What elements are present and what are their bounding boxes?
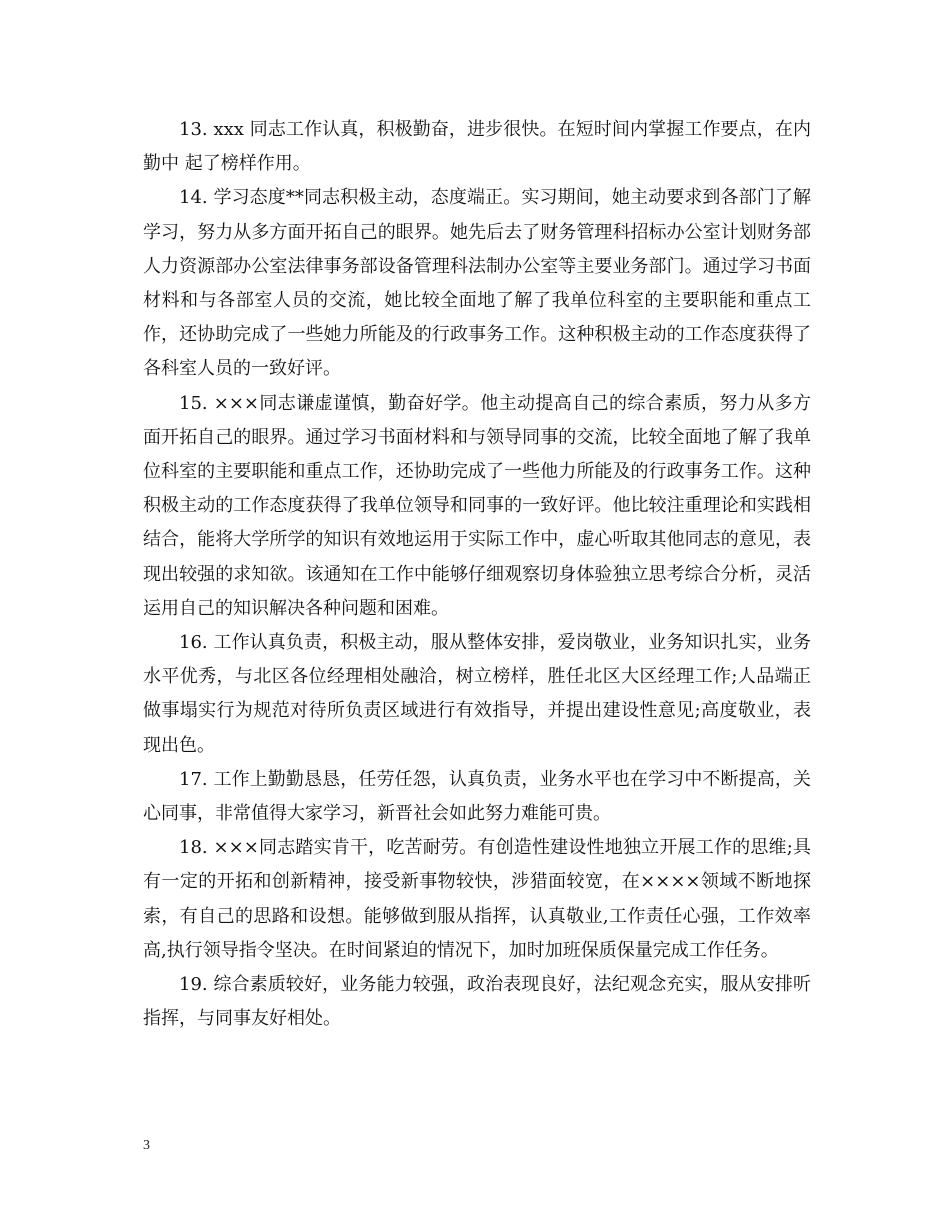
paragraph-14: 14. 学习态度**同志积极主动，态度端正。实习期间，她主动要求到各部门了解学习，努力从多方面开拓自己的眼界。她先后去了财务管理科招标办公室计划财务部人力资源部办公室法律事务部设备管理科法制办公室等主要业务部门。通过学习书面材料和与各部室人员的交流，她比较全面地了解了我单位科室的主要职能和重点工作，还协助完成了一些她力所能及的行政事务工作。这种积极主动的工作态度获得了各科室人员的一致好评。: [143, 187, 811, 380]
paragraph-13: 13. xxx 同志工作认真，积极勤奋，进步很快。在短时间内掌握工作要点，在内勤中 起了榜样作用。: [143, 119, 811, 175]
paragraph-18: 18. ×××同志踏实肯干，吃苦耐劳。有创造性建设性地独立开展工作的思维;具有一定的开拓和创新精神，接受新事物较快，涉猎面较宽，在××××领域不断地探索，有自己的思路和设想。能够做到服从指挥，认真敬业,工作责任心强，工作效率高,执行领导指令坚决。在时间紧迫的情况下，加时加班保质保量完成工作任务。: [143, 837, 811, 961]
document-body: [143, 113, 811, 1036]
page-number: 3: [143, 1138, 150, 1153]
paragraph-17: 17. 工作上勤勤恳恳，任劳任怨，认真负责，业务水平也在学习中不断提高，关心同事，非常值得大家学习，新晋社会如此努力难能可贵。: [143, 768, 811, 825]
paragraph-19: 19. 综合素质较好，业务能力较强，政治表现良好，法纪观念充实，服从安排听指挥，与同事友好相处。: [143, 974, 811, 1030]
paragraph-16: 16. 工作认真负责，积极主动，服从整体安排，爱岗敬业，业务知识扎实，业务水平优秀，与北区各位经理相处融洽，树立榜样，胜任北区大区经理工作;人品端正做事塌实行为规范对待所负责区域进行有效指导，并提出建设性意见;高度敬业，表现出色。: [143, 632, 811, 756]
paragraph-15: 15. ×××同志谦虚谨慎，勤奋好学。他主动提高自己的综合素质，努力从多方面开拓自己的眼界。通过学习书面材料和与领导同事的交流，比较全面地了解了我单位科室的主要职能和重点工作，还协助完成了一些他力所能及的行政事务工作。这种积极主动的工作态度获得了我单位领导和同事的一致好评。他比较注重理论和实践相结合，能将大学所学的知识有效地运用于实际工作中，虚心听取其他同志的意见，表现出较强的求知欲。该通知在工作中能够仔细观察切身体验独立思考综合分析，灵活运用自己的知识解决各种问题和困难。: [143, 392, 811, 619]
